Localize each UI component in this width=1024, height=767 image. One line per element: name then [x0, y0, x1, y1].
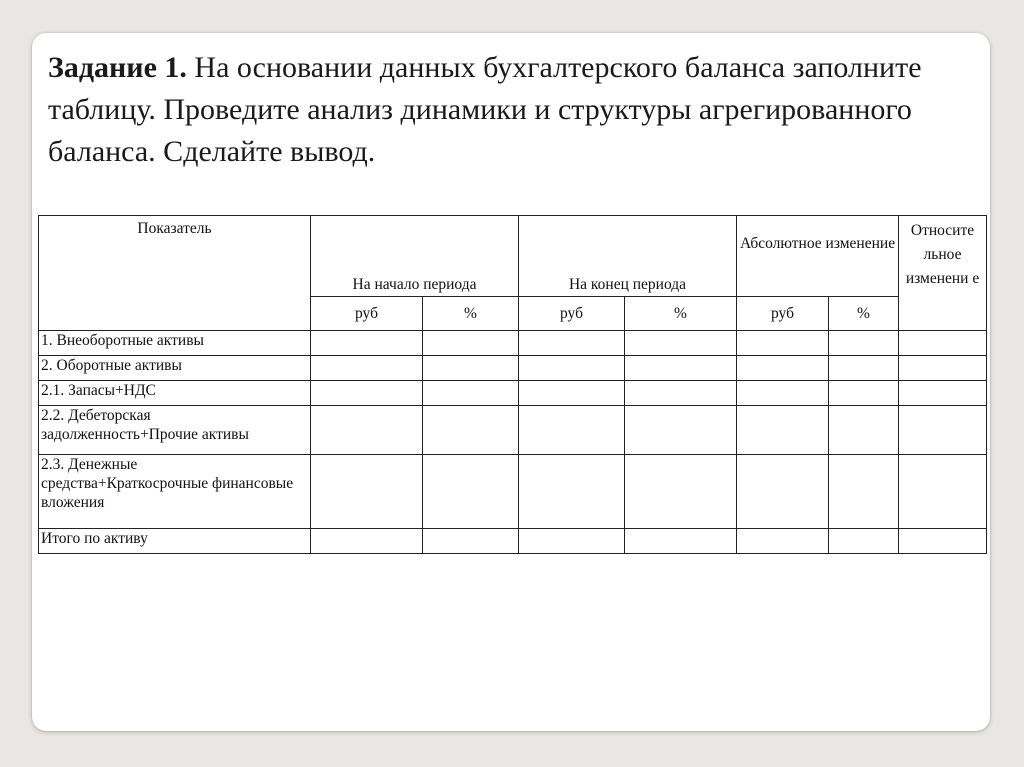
- table-cell: [899, 406, 987, 455]
- table-cell: [899, 356, 987, 381]
- table-cell: [829, 529, 899, 554]
- table-cell: [519, 455, 625, 529]
- table-row: [39, 406, 987, 455]
- table-cell: [737, 406, 829, 455]
- table-cell: [899, 455, 987, 529]
- table-cell: [519, 381, 625, 406]
- balance-table: [38, 215, 987, 554]
- unit-end-percent: %: [625, 297, 737, 331]
- table-cell: [829, 455, 899, 529]
- table-cell: [519, 529, 625, 554]
- table-cell: [423, 331, 519, 356]
- slide: [32, 33, 990, 731]
- table-cell: [625, 381, 737, 406]
- task-heading: [48, 47, 978, 173]
- table-cell: [423, 529, 519, 554]
- task-label: Задание 1.: [48, 51, 187, 84]
- table-row: [39, 381, 987, 406]
- table-cell: [311, 529, 423, 554]
- task-text: На основании данных бухгалтерского баланса заполните таблицу. Проведите анализ динамики и структуры агрегированного баланса. Сделайте вывод.: [48, 51, 922, 168]
- table-cell: [625, 529, 737, 554]
- table-cell: [737, 356, 829, 381]
- unit-start-rub: руб: [311, 297, 423, 331]
- unit-end-rub: руб: [519, 297, 625, 331]
- unit-abs-percent: %: [829, 297, 899, 331]
- table-cell: [899, 331, 987, 356]
- unit-abs-rub: руб: [737, 297, 829, 331]
- table-cell: [423, 406, 519, 455]
- table-cell: [519, 331, 625, 356]
- table-cell: [737, 529, 829, 554]
- row-label: Итого по активу: [39, 529, 311, 554]
- header-absolute-change: Абсолютное изменение: [737, 216, 899, 297]
- table-cell: [829, 356, 899, 381]
- table-cell: [899, 529, 987, 554]
- table-cell: [311, 331, 423, 356]
- table-cell: [423, 381, 519, 406]
- table-row: [39, 529, 987, 554]
- table-cell: [625, 356, 737, 381]
- header-end-period: На конец периода: [519, 216, 737, 297]
- table-cell: [737, 381, 829, 406]
- row-label: 2.1. Запасы+НДС: [39, 381, 311, 406]
- unit-start-percent: %: [423, 297, 519, 331]
- table-row: [39, 455, 987, 529]
- table-cell: [311, 455, 423, 529]
- row-label: 2.2. Дебеторская задолженность+Прочие активы: [39, 406, 311, 455]
- table-cell: [829, 406, 899, 455]
- table-cell: [519, 356, 625, 381]
- header-start-period: На начало периода: [311, 216, 519, 297]
- table-cell: [311, 381, 423, 406]
- table-cell: [519, 406, 625, 455]
- table-cell: [625, 406, 737, 455]
- row-label: 2. Оборотные активы: [39, 356, 311, 381]
- table-cell: [737, 331, 829, 356]
- row-label: 2.3. Денежные средства+Краткосрочные финансовые вложения: [39, 455, 311, 529]
- table-cell: [625, 331, 737, 356]
- table-cell: [625, 455, 737, 529]
- table-row: [39, 356, 987, 381]
- table-cell: [311, 356, 423, 381]
- header-indicator: Показатель: [39, 216, 311, 331]
- header-relative-change: Относите льное изменени е: [899, 216, 987, 331]
- table-cell: [829, 381, 899, 406]
- table-row: [39, 331, 987, 356]
- row-label: 1. Внеоборотные активы: [39, 331, 311, 356]
- table-cell: [737, 455, 829, 529]
- table-cell: [899, 381, 987, 406]
- table-cell: [423, 455, 519, 529]
- table-cell: [423, 356, 519, 381]
- table-cell: [829, 331, 899, 356]
- table-cell: [311, 406, 423, 455]
